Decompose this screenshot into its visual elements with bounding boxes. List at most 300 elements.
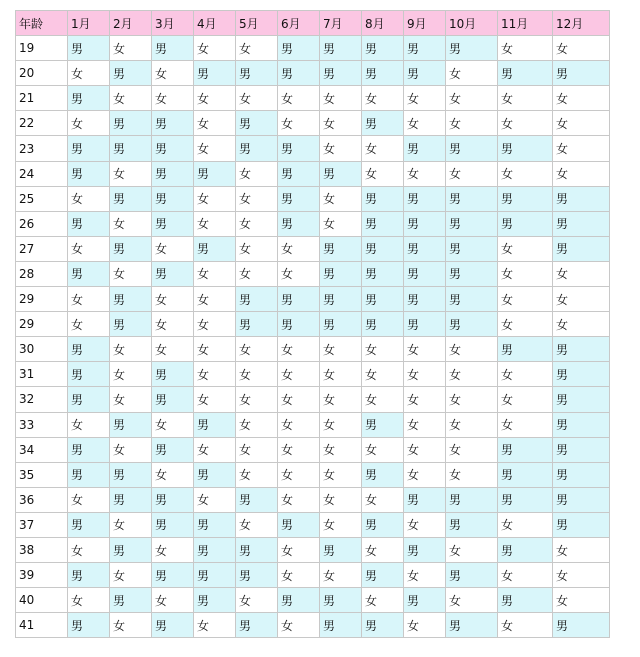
gender-cell: 男 [152, 161, 194, 186]
gender-cell: 男 [152, 211, 194, 236]
gender-cell: 男 [362, 613, 404, 638]
gender-cell: 女 [278, 537, 320, 562]
gender-cell: 男 [446, 287, 498, 312]
gender-cell: 女 [320, 462, 362, 487]
table-row [16, 563, 610, 588]
table-row [16, 287, 610, 312]
gender-cell: 男 [68, 437, 110, 462]
gender-cell: 男 [320, 588, 362, 613]
gender-cell: 男 [110, 61, 152, 86]
gender-cell: 女 [498, 362, 553, 387]
gender-cell: 女 [362, 537, 404, 562]
gender-cell: 女 [236, 362, 278, 387]
gender-cell: 男 [152, 362, 194, 387]
gender-cell: 男 [152, 437, 194, 462]
table-row [16, 61, 610, 86]
age-cell: 40 [16, 588, 68, 613]
gender-cell: 女 [110, 161, 152, 186]
gender-cell: 女 [446, 161, 498, 186]
gender-cell: 男 [152, 563, 194, 588]
age-cell: 27 [16, 236, 68, 261]
gender-cell: 女 [446, 437, 498, 462]
gender-cell: 男 [404, 287, 446, 312]
gender-cell: 男 [110, 462, 152, 487]
table-row [16, 86, 610, 111]
gender-cell: 男 [320, 161, 362, 186]
gender-cell: 女 [278, 462, 320, 487]
gender-cell: 女 [152, 412, 194, 437]
table-row [16, 487, 610, 512]
gender-cell: 女 [278, 261, 320, 286]
gender-cell: 女 [194, 437, 236, 462]
month-header: 1月 [68, 11, 110, 36]
gender-cell: 女 [553, 86, 610, 111]
gender-cell: 男 [110, 412, 152, 437]
gender-cell: 女 [362, 136, 404, 161]
age-cell: 30 [16, 337, 68, 362]
age-cell: 28 [16, 261, 68, 286]
gender-cell: 男 [320, 261, 362, 286]
gender-cell: 女 [498, 236, 553, 261]
gender-cell: 男 [446, 613, 498, 638]
gender-cell: 女 [68, 111, 110, 136]
age-cell: 19 [16, 36, 68, 61]
gender-cell: 男 [404, 61, 446, 86]
age-cell: 35 [16, 462, 68, 487]
gender-cell: 男 [194, 512, 236, 537]
gender-cell: 男 [194, 412, 236, 437]
table-row [16, 437, 610, 462]
gender-cell: 男 [236, 487, 278, 512]
gender-cell: 男 [362, 412, 404, 437]
gender-cell: 男 [362, 111, 404, 136]
gender-cell: 男 [152, 387, 194, 412]
gender-cell: 女 [110, 261, 152, 286]
gender-cell: 男 [110, 312, 152, 337]
gender-cell: 女 [278, 412, 320, 437]
gender-cell: 男 [553, 412, 610, 437]
gender-cell: 女 [110, 512, 152, 537]
gender-cell: 男 [236, 111, 278, 136]
gender-cell: 女 [320, 211, 362, 236]
gender-cell: 女 [320, 512, 362, 537]
gender-cell: 女 [278, 563, 320, 588]
gender-cell: 男 [404, 537, 446, 562]
gender-cell: 女 [404, 362, 446, 387]
gender-cell: 男 [278, 36, 320, 61]
gender-cell: 女 [236, 337, 278, 362]
age-cell: 32 [16, 387, 68, 412]
gender-cell: 女 [278, 337, 320, 362]
header-row [16, 11, 610, 36]
gender-cell: 女 [320, 362, 362, 387]
table-row [16, 362, 610, 387]
gender-cell: 男 [194, 537, 236, 562]
gender-cell: 女 [68, 537, 110, 562]
gender-cell: 男 [446, 211, 498, 236]
gender-cell: 女 [152, 337, 194, 362]
gender-cell: 男 [320, 236, 362, 261]
table-row [16, 512, 610, 537]
gender-cell: 男 [553, 613, 610, 638]
gender-cell: 男 [278, 61, 320, 86]
gender-cell: 女 [236, 412, 278, 437]
gender-cell: 男 [404, 211, 446, 236]
gender-cell: 男 [236, 287, 278, 312]
gender-cell: 女 [278, 111, 320, 136]
month-header: 4月 [194, 11, 236, 36]
gender-cell: 女 [236, 211, 278, 236]
age-cell: 21 [16, 86, 68, 111]
gender-cell: 女 [278, 387, 320, 412]
gender-cell: 男 [68, 136, 110, 161]
gender-cell: 男 [152, 111, 194, 136]
gender-cell: 女 [236, 387, 278, 412]
table-row [16, 387, 610, 412]
gender-cell: 女 [498, 412, 553, 437]
gender-cell: 男 [278, 186, 320, 211]
gender-cell: 女 [446, 111, 498, 136]
gender-cell: 女 [194, 613, 236, 638]
table-row [16, 462, 610, 487]
gender-cell: 女 [110, 437, 152, 462]
gender-cell: 女 [553, 588, 610, 613]
gender-cell: 男 [68, 161, 110, 186]
gender-cell: 女 [553, 563, 610, 588]
gender-cell: 女 [152, 312, 194, 337]
gender-cell: 女 [278, 362, 320, 387]
gender-cell: 女 [68, 61, 110, 86]
gender-cell: 男 [278, 136, 320, 161]
table-row [16, 337, 610, 362]
gender-cell: 女 [553, 161, 610, 186]
gender-cell: 男 [110, 186, 152, 211]
gender-cell: 女 [446, 362, 498, 387]
gender-cell: 女 [362, 86, 404, 111]
gender-cell: 女 [68, 287, 110, 312]
gender-cell: 男 [498, 537, 553, 562]
gender-cell: 女 [236, 261, 278, 286]
gender-cell: 男 [152, 512, 194, 537]
gender-cell: 男 [320, 312, 362, 337]
age-column-header: 年龄 [16, 11, 68, 36]
gender-cell: 男 [278, 512, 320, 537]
gender-cell: 男 [194, 462, 236, 487]
gender-cell: 男 [236, 61, 278, 86]
gender-cell: 男 [446, 563, 498, 588]
gender-cell: 男 [320, 613, 362, 638]
gender-cell: 男 [278, 312, 320, 337]
gender-cell: 女 [236, 588, 278, 613]
gender-cell: 女 [236, 437, 278, 462]
gender-cell: 女 [320, 487, 362, 512]
gender-cell: 女 [68, 236, 110, 261]
age-cell: 41 [16, 613, 68, 638]
gender-cell: 男 [278, 211, 320, 236]
table-row [16, 136, 610, 161]
gender-cell: 男 [68, 261, 110, 286]
gender-cell: 女 [320, 437, 362, 462]
gender-prediction-table [15, 10, 610, 638]
month-header: 5月 [236, 11, 278, 36]
gender-cell: 男 [152, 261, 194, 286]
gender-cell: 男 [404, 36, 446, 61]
gender-cell: 男 [446, 136, 498, 161]
gender-cell: 女 [152, 287, 194, 312]
gender-cell: 女 [362, 437, 404, 462]
gender-cell: 男 [110, 236, 152, 261]
gender-cell: 男 [553, 211, 610, 236]
gender-cell: 女 [194, 86, 236, 111]
gender-cell: 男 [498, 186, 553, 211]
gender-cell: 女 [498, 86, 553, 111]
gender-cell: 男 [320, 61, 362, 86]
gender-cell: 男 [404, 487, 446, 512]
gender-cell: 男 [68, 462, 110, 487]
gender-cell: 女 [278, 86, 320, 111]
gender-cell: 男 [404, 186, 446, 211]
gender-cell: 女 [446, 537, 498, 562]
gender-cell: 男 [110, 136, 152, 161]
gender-cell: 女 [320, 186, 362, 211]
gender-cell: 女 [68, 487, 110, 512]
gender-cell: 男 [362, 236, 404, 261]
table-row [16, 588, 610, 613]
gender-cell: 男 [236, 613, 278, 638]
gender-cell: 女 [404, 161, 446, 186]
gender-cell: 女 [278, 437, 320, 462]
gender-cell: 女 [236, 86, 278, 111]
gender-cell: 男 [553, 512, 610, 537]
gender-cell: 女 [553, 312, 610, 337]
gender-cell: 男 [110, 287, 152, 312]
table-row [16, 111, 610, 136]
table-row [16, 161, 610, 186]
gender-cell: 男 [236, 537, 278, 562]
month-header: 2月 [110, 11, 152, 36]
gender-cell: 男 [68, 211, 110, 236]
age-cell: 34 [16, 437, 68, 462]
gender-cell: 男 [498, 211, 553, 236]
gender-cell: 男 [446, 261, 498, 286]
gender-cell: 男 [152, 613, 194, 638]
gender-cell: 男 [498, 337, 553, 362]
gender-cell: 女 [362, 387, 404, 412]
gender-cell: 女 [194, 287, 236, 312]
gender-cell: 女 [446, 61, 498, 86]
gender-cell: 男 [278, 287, 320, 312]
gender-cell: 女 [498, 387, 553, 412]
gender-cell: 男 [278, 588, 320, 613]
table-row [16, 36, 610, 61]
gender-cell: 女 [194, 362, 236, 387]
gender-cell: 男 [110, 111, 152, 136]
gender-cell: 女 [362, 487, 404, 512]
gender-cell: 男 [68, 512, 110, 537]
gender-cell: 男 [362, 211, 404, 236]
gender-cell: 男 [152, 487, 194, 512]
table-row [16, 312, 610, 337]
gender-cell: 男 [446, 512, 498, 537]
age-cell: 31 [16, 362, 68, 387]
gender-cell: 男 [152, 186, 194, 211]
gender-cell: 女 [320, 387, 362, 412]
gender-cell: 男 [498, 437, 553, 462]
gender-cell: 男 [553, 236, 610, 261]
gender-cell: 男 [498, 136, 553, 161]
gender-cell: 女 [404, 387, 446, 412]
gender-cell: 女 [152, 86, 194, 111]
gender-cell: 女 [553, 287, 610, 312]
age-cell: 23 [16, 136, 68, 161]
gender-cell: 女 [498, 111, 553, 136]
gender-cell: 男 [553, 387, 610, 412]
gender-cell: 男 [362, 563, 404, 588]
gender-cell: 女 [553, 537, 610, 562]
age-cell: 39 [16, 563, 68, 588]
month-header: 7月 [320, 11, 362, 36]
gender-cell: 女 [110, 337, 152, 362]
gender-cell: 女 [404, 613, 446, 638]
gender-cell: 男 [68, 337, 110, 362]
gender-cell: 女 [68, 186, 110, 211]
gender-cell: 男 [320, 537, 362, 562]
gender-cell: 男 [68, 613, 110, 638]
gender-cell: 男 [404, 136, 446, 161]
gender-cell: 女 [320, 337, 362, 362]
gender-cell: 男 [320, 36, 362, 61]
gender-cell: 女 [110, 362, 152, 387]
gender-cell: 女 [404, 111, 446, 136]
gender-cell: 女 [362, 362, 404, 387]
gender-cell: 女 [320, 111, 362, 136]
month-header: 12月 [553, 11, 610, 36]
gender-cell: 男 [68, 563, 110, 588]
gender-cell: 男 [152, 36, 194, 61]
gender-cell: 女 [236, 462, 278, 487]
gender-cell: 男 [278, 161, 320, 186]
gender-cell: 女 [404, 563, 446, 588]
gender-cell: 女 [498, 613, 553, 638]
gender-cell: 女 [194, 387, 236, 412]
gender-cell: 男 [362, 312, 404, 337]
gender-cell: 女 [320, 86, 362, 111]
gender-cell: 女 [110, 387, 152, 412]
gender-cell: 女 [404, 437, 446, 462]
gender-cell: 女 [152, 588, 194, 613]
gender-cell: 男 [194, 61, 236, 86]
gender-cell: 女 [68, 588, 110, 613]
gender-cell: 男 [446, 36, 498, 61]
gender-cell: 女 [446, 387, 498, 412]
gender-cell: 男 [498, 61, 553, 86]
gender-cell: 男 [553, 186, 610, 211]
age-cell: 33 [16, 412, 68, 437]
gender-cell: 男 [404, 588, 446, 613]
table-row [16, 236, 610, 261]
gender-cell: 女 [194, 111, 236, 136]
gender-cell: 女 [446, 86, 498, 111]
gender-cell: 女 [553, 136, 610, 161]
gender-cell: 女 [194, 136, 236, 161]
gender-cell: 女 [498, 563, 553, 588]
table-body [16, 36, 610, 638]
gender-cell: 男 [194, 588, 236, 613]
age-cell: 22 [16, 111, 68, 136]
gender-cell: 女 [498, 161, 553, 186]
table-row [16, 537, 610, 562]
gender-cell: 女 [498, 261, 553, 286]
gender-cell: 女 [68, 312, 110, 337]
gender-cell: 男 [553, 487, 610, 512]
gender-cell: 男 [498, 487, 553, 512]
age-cell: 24 [16, 161, 68, 186]
month-header: 6月 [278, 11, 320, 36]
gender-cell: 女 [110, 563, 152, 588]
gender-cell: 女 [236, 512, 278, 537]
age-cell: 25 [16, 186, 68, 211]
gender-cell: 男 [362, 186, 404, 211]
gender-cell: 男 [446, 236, 498, 261]
month-header: 8月 [362, 11, 404, 36]
gender-cell: 男 [320, 287, 362, 312]
gender-cell: 男 [404, 236, 446, 261]
gender-cell: 男 [498, 588, 553, 613]
gender-cell: 女 [152, 537, 194, 562]
gender-cell: 男 [68, 362, 110, 387]
gender-cell: 男 [446, 487, 498, 512]
gender-cell: 男 [236, 312, 278, 337]
gender-cell: 女 [278, 487, 320, 512]
gender-cell: 女 [362, 588, 404, 613]
gender-cell: 男 [553, 437, 610, 462]
gender-cell: 男 [553, 337, 610, 362]
gender-cell: 男 [446, 186, 498, 211]
gender-cell: 女 [110, 211, 152, 236]
gender-cell: 男 [362, 261, 404, 286]
gender-cell: 男 [553, 462, 610, 487]
gender-cell: 女 [320, 412, 362, 437]
gender-cell: 女 [236, 186, 278, 211]
gender-cell: 男 [236, 136, 278, 161]
gender-cell: 女 [236, 36, 278, 61]
gender-cell: 男 [194, 236, 236, 261]
gender-cell: 女 [152, 61, 194, 86]
table-row [16, 412, 610, 437]
gender-cell: 女 [194, 186, 236, 211]
gender-cell: 女 [194, 36, 236, 61]
gender-cell: 男 [194, 161, 236, 186]
gender-cell: 女 [320, 563, 362, 588]
gender-cell: 男 [194, 563, 236, 588]
age-cell: 37 [16, 512, 68, 537]
gender-cell: 女 [362, 337, 404, 362]
gender-cell: 女 [236, 161, 278, 186]
age-cell: 26 [16, 211, 68, 236]
month-header: 10月 [446, 11, 498, 36]
gender-cell: 女 [194, 211, 236, 236]
gender-cell: 女 [278, 236, 320, 261]
table-row [16, 211, 610, 236]
gender-cell: 男 [362, 36, 404, 61]
gender-cell: 女 [553, 261, 610, 286]
gender-cell: 女 [446, 462, 498, 487]
table-row [16, 261, 610, 286]
age-cell: 29 [16, 287, 68, 312]
gender-cell: 女 [194, 261, 236, 286]
gender-cell: 男 [110, 537, 152, 562]
gender-cell: 女 [498, 512, 553, 537]
